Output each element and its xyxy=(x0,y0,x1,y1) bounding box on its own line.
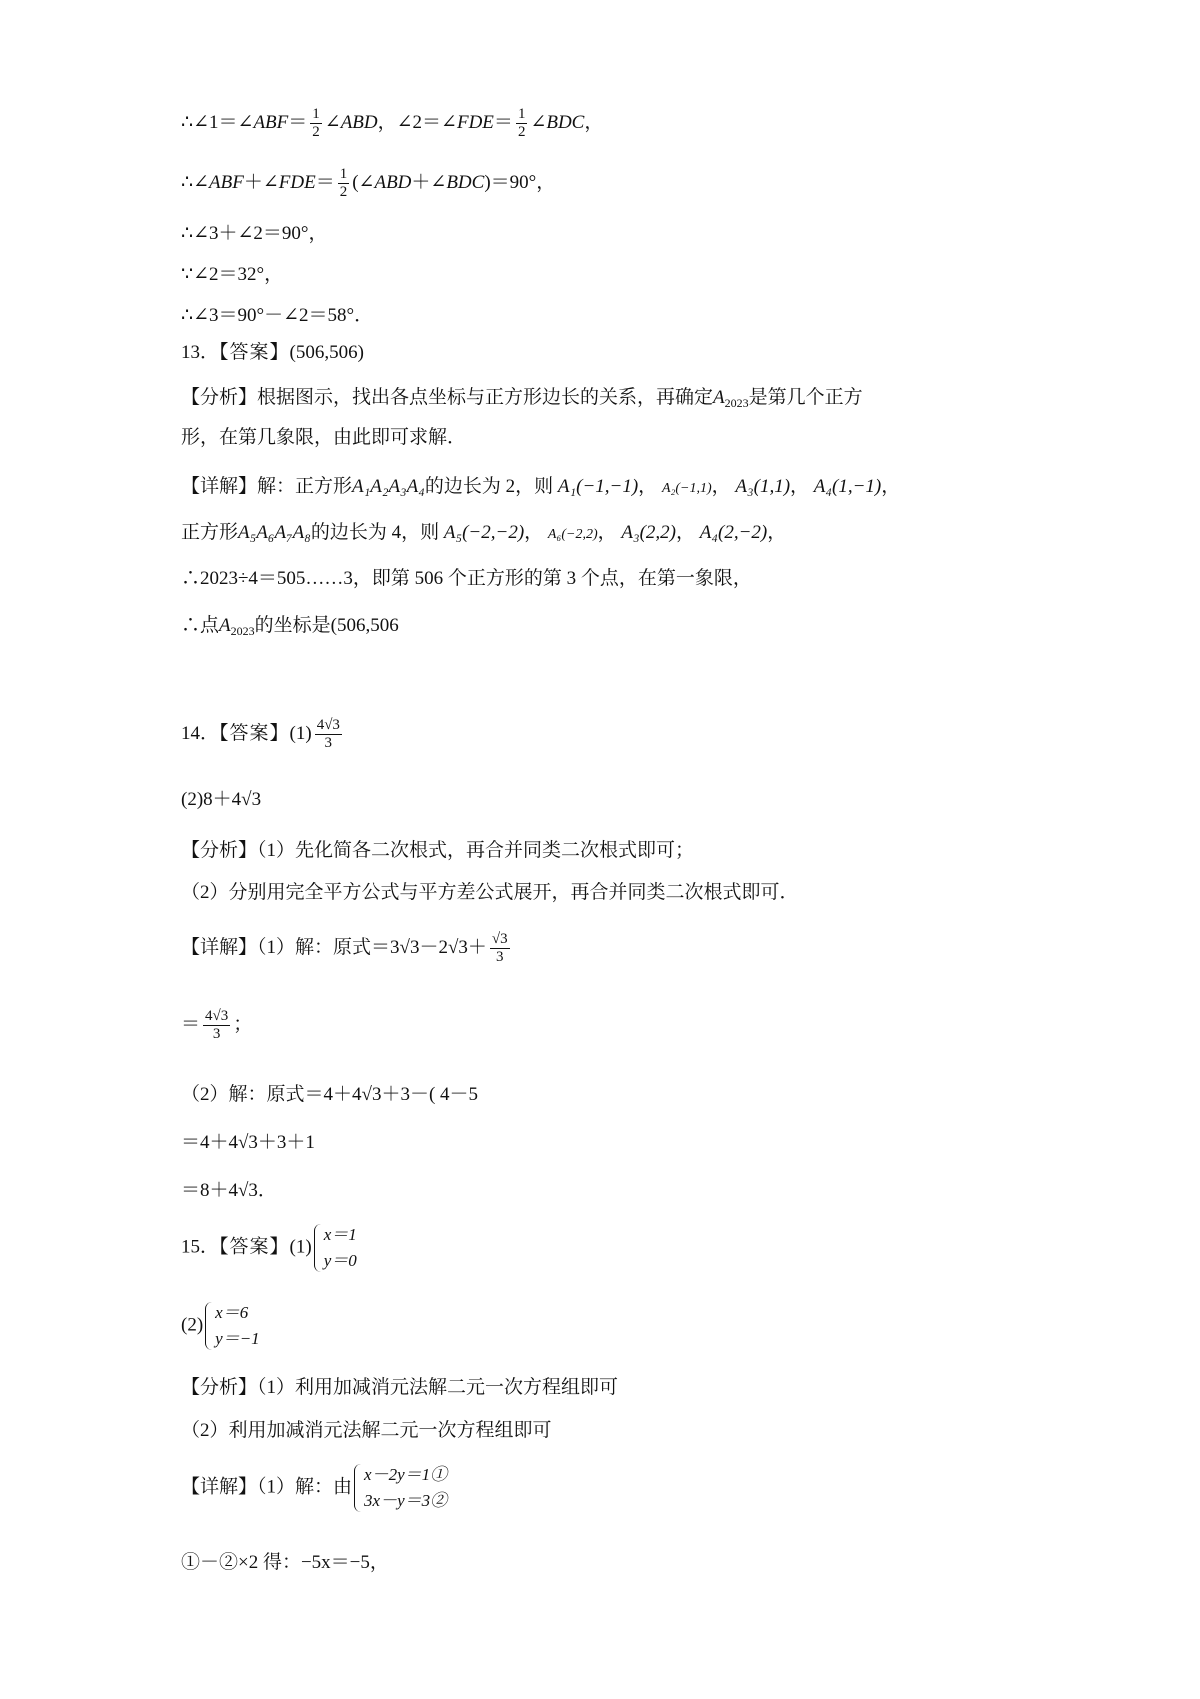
line-angle-sum: ∴∠ABF＋∠FDE＝ $\frac{1}{2}$ (∠ABD＋∠BDC)＝90°， xyxy=(181,166,556,200)
q15-detail-1: 【详解】（1）解：由 x－2y＝1① 3x－y＝3② xyxy=(181,1462,447,1514)
q13-detail-3: ∴2023÷4＝505……3，即第 506 个正方形的第 3 个点，在第一象限， xyxy=(181,568,752,589)
q15-detail-2: ①－②×2 得：−5x＝−5， xyxy=(181,1552,389,1573)
q15-answer-2: (2) x＝6 y＝−1 xyxy=(181,1300,260,1352)
fraction: $\frac{1}{2}$ xyxy=(339,166,348,200)
q13-detail-1: 【详解】解：正方形A₁A₂A₃A₄的边长为 2，则 A₁(−1,−1)， A₂(−1,1)， A₃(1,1)， A₄(1,−1)， xyxy=(181,476,901,497)
q15-analysis-2: （2）利用加减消元法解二元一次方程组即可 xyxy=(181,1420,552,1441)
line-angle-3: ∴∠3＋∠2＝90°， xyxy=(181,223,328,244)
line-angle-1: ∴∠1＝∠ABF＝ $\frac{1}{2}$ ∠ABD，∠2＝∠FDE＝ $\frac{1}{2}$ ∠BDC， xyxy=(181,106,604,140)
q13-analysis-cont: 形，在第几象限，由此即可求解． xyxy=(181,427,467,448)
q13-detail-2: 正方形A₅A₆A₇A₈的边长为 4，则 A₅(−2,−2)， A₆(−2,2)， A₃(2,2)， A₄(2,−2)， xyxy=(181,522,787,543)
equation-system: x＝6 y＝−1 xyxy=(203,1300,260,1352)
q14-analysis-1: 【分析】（1）先化简各二次根式，再合并同类二次根式即可； xyxy=(181,840,695,861)
question-15-answer: 15．【答案】(1) x＝1 y＝0 xyxy=(181,1222,357,1274)
equation-system: x＝1 y＝0 xyxy=(312,1222,357,1274)
q13-analysis: 【分析】根据图示，找出各点坐标与正方形边长的关系，再确定$A_{2023}$是第几个正方 xyxy=(181,387,863,410)
q13-detail-4: ∴点$A_{2023}$的坐标是(506,506 xyxy=(181,615,399,638)
line-angle-2: ∵∠2＝32°， xyxy=(181,264,284,285)
fraction: $\frac{√3}{3}$ xyxy=(491,931,508,965)
fraction: $\frac{4√3}{3}$ xyxy=(316,717,340,751)
line-angle-result: ∴∠3＝90°－∠2＝58°． xyxy=(181,305,374,326)
q14-analysis-2: （2）分别用完全平方公式与平方差公式展开，再合并同类二次根式即可． xyxy=(181,882,799,903)
fraction: $\frac{1}{2}$ xyxy=(517,106,526,140)
fraction: $\frac{1}{2}$ xyxy=(312,106,320,140)
q14-detail-5: ＝8＋4√3． xyxy=(181,1180,277,1201)
q14-detail-1: 【详解】（1）解：原式＝3√3－2√3＋ $\frac{√3}{3}$ xyxy=(181,931,508,965)
q14-detail-4: ＝4＋4√3＋3＋1 xyxy=(181,1132,315,1153)
equation-system: x－2y＝1① 3x－y＝3② xyxy=(352,1462,447,1514)
question-14-answer: 14．【答案】(1) $\frac{4√3}{3}$ xyxy=(181,717,340,751)
q14-detail-2: ＝ $\frac{4√3}{3}$ ； xyxy=(181,1008,253,1042)
q14-answer-2: (2)8＋4√3 xyxy=(181,789,262,810)
question-13-answer: 13．【答案】(506,506) xyxy=(181,342,364,363)
q14-detail-3: （2）解：原式＝4＋4√3＋3－( 4－5 xyxy=(181,1084,479,1105)
fraction: $\frac{4√3}{3}$ xyxy=(205,1008,229,1042)
q15-analysis-1: 【分析】（1）利用加减消元法解二元一次方程组即可 xyxy=(181,1377,619,1398)
